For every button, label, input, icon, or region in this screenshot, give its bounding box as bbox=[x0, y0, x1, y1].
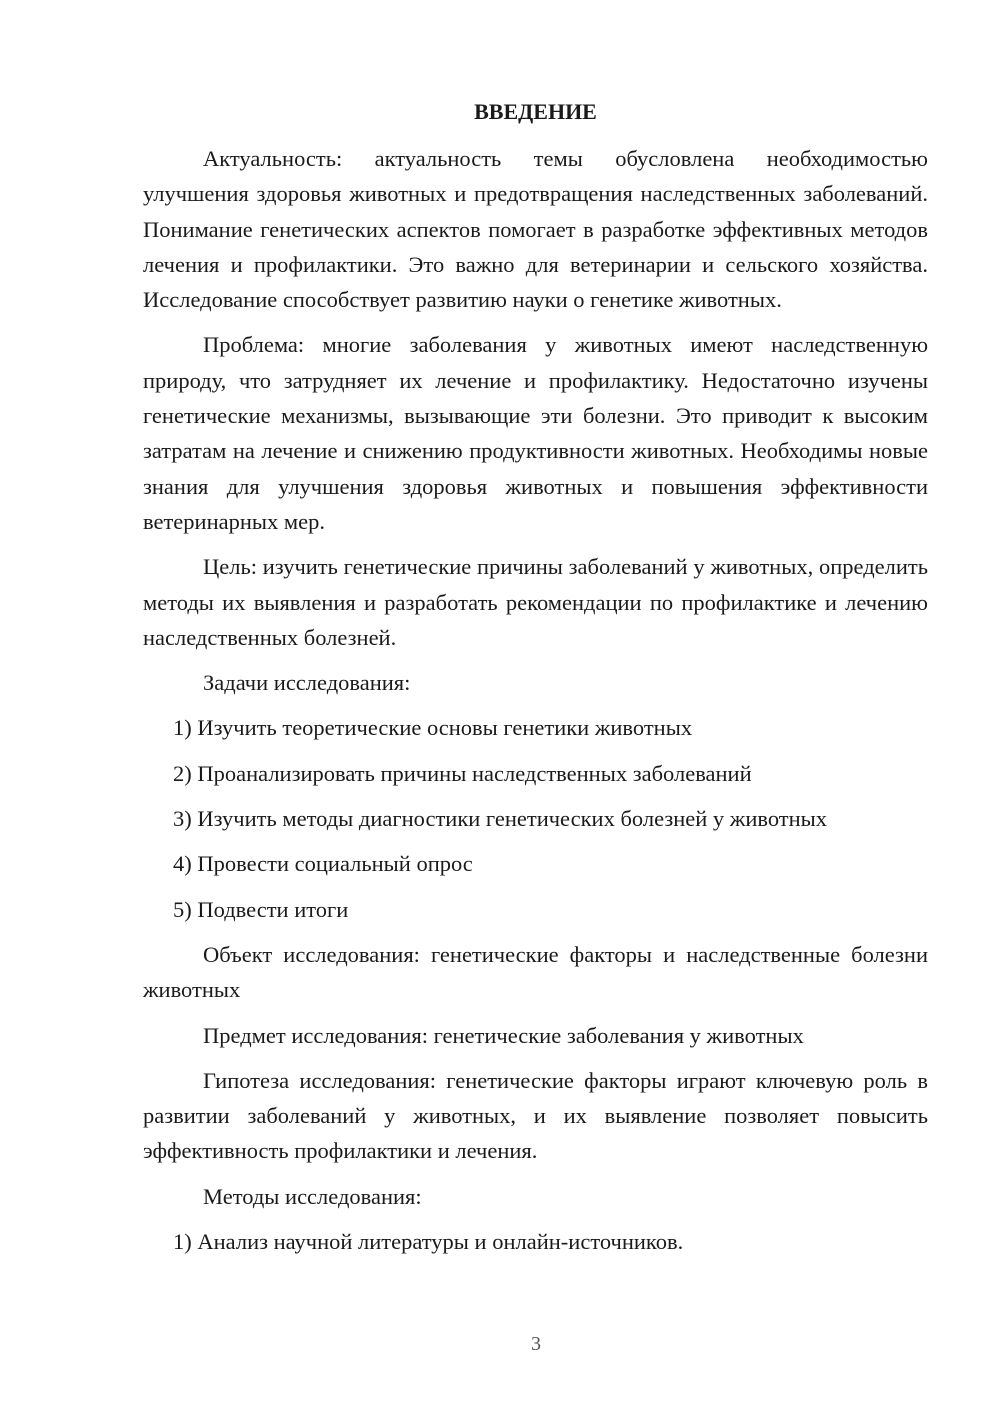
subject-paragraph: Предмет исследования: генетические заболевания у животных bbox=[203, 1022, 804, 1048]
object-paragraph: Объект исследования: генетические факторы и наследственные болезни животных bbox=[143, 941, 928, 1003]
task-item-3: 3) Изучить методы диагностики генетических болезней у животных bbox=[173, 806, 828, 832]
page-number: 3 bbox=[531, 1333, 541, 1355]
task-item-1: 1) Изучить теоретические основы генетики животных bbox=[173, 715, 693, 741]
section-title: ВВЕДЕНИЕ bbox=[474, 99, 597, 124]
tasks-heading: Задачи исследования: bbox=[203, 670, 411, 696]
hypothesis-paragraph: Гипотеза исследования: генетические факторы играют ключевую роль в развитии заболеваний у животных, и их выявление позволяет повысить эффективность профилактики и лечения. bbox=[143, 1067, 928, 1164]
relevance-paragraph: Актуальность: актуальность темы обусловлена необходимостью улучшения здоровья животных и предотвращения наследственных заболеваний. Понимание генетических аспектов помогает в разработке эффективных методов лечения и профилактики. Это важно для ветеринарии и сельского хозяйства. Исследование способствует развитию науки о генетике животных. bbox=[143, 146, 928, 313]
task-item-5: 5) Подвести итоги bbox=[173, 896, 349, 922]
task-item-2: 2) Проанализировать причины наследственных заболеваний bbox=[173, 760, 752, 786]
problem-paragraph: Проблема: многие заболевания у животных имеют наследственную природу, что затрудняет их лечение и профилактику. Недостаточно изучены генетические механизмы, вызывающие эти болезни. Это приводит к высоким затратам на лечение и снижению продуктивности животных. Необходимы новые знания для улучшения здоровья животных и повышения эффективности ветеринарных мер. bbox=[143, 332, 928, 534]
task-item-4: 4) Провести социальный опрос bbox=[173, 851, 473, 877]
methods-heading: Методы исследования: bbox=[203, 1183, 422, 1209]
document-body bbox=[143, 94, 928, 1269]
method-item-1: 1) Анализ научной литературы и онлайн-источников. bbox=[173, 1229, 684, 1255]
goal-paragraph: Цель: изучить генетические причины заболеваний у животных, определить методы их выявления и разработать рекомендации по профилактике и лечению наследственных болезней. bbox=[143, 554, 928, 650]
